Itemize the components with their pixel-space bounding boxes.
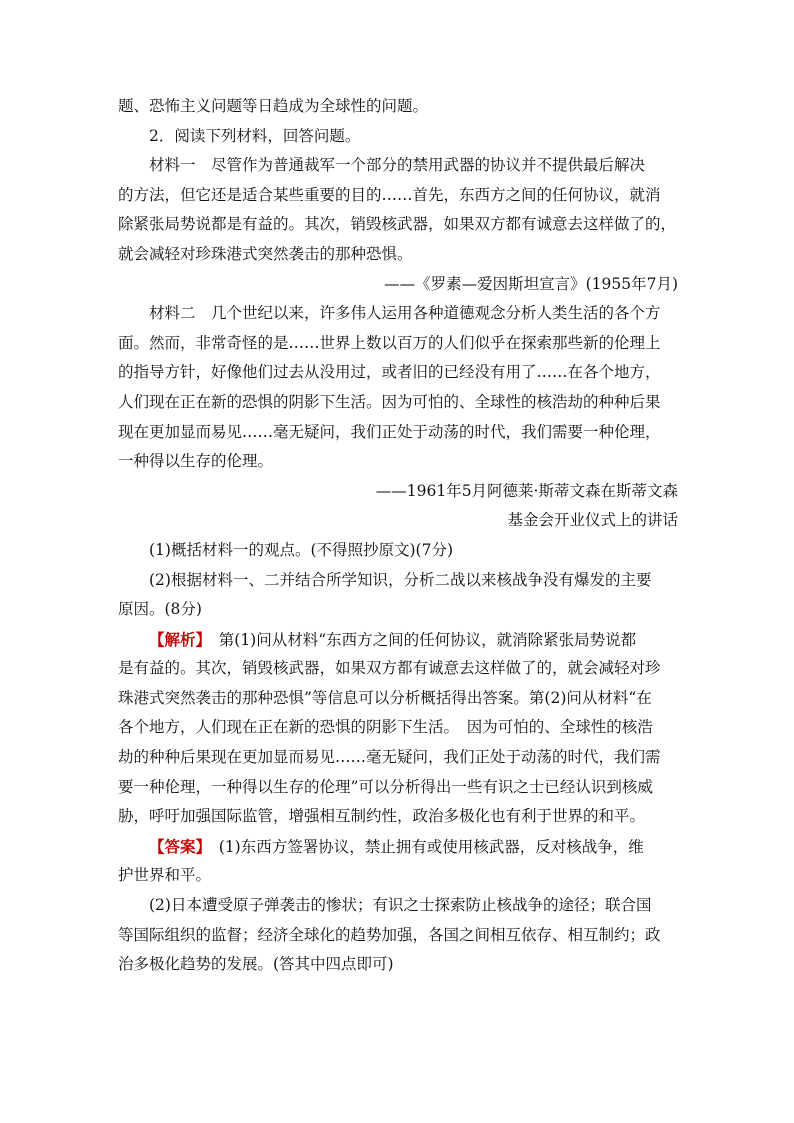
analysis-section (118, 625, 678, 832)
answer-line: 等国际组织的监督；经济全球化的趋势加强，各国之间相互依存、相互制约；政 (118, 925, 661, 944)
material-two-source: ——1961年5月阿德莱·斯蒂文森在斯蒂文森 (375, 481, 678, 500)
analysis-line: 胁，呼吁加强国际监管，增强相互制约性，政治多极化也有利于世界的和平。 (118, 807, 646, 826)
sub-question-1: (1)概括材料一的观点。(不得照抄原文)(7分) (149, 540, 454, 559)
material-one-source: ——《罗素—爱因斯坦宣言》(1955年7月) (384, 274, 678, 293)
material-two (118, 299, 678, 477)
answer-line: (2)日本遭受原子弹袭击的惨状；有识之士探索防止核战争的途径；联合国 (149, 896, 652, 915)
material-one (118, 151, 678, 269)
material-two-line: 面。然而，非常奇怪的是……世界上数以百万的人们似乎在探索那些新的伦理上 (118, 333, 661, 352)
answer-first-line (118, 832, 678, 862)
analysis-line: 各个地方，人们现在正在新的恐惧的阴影下生活。 因为可怕的、全球性的核浩 (118, 718, 653, 737)
document-page (118, 92, 678, 980)
material-two-line: 一种得以生存的伦理。 (118, 452, 274, 471)
sub-question-2: 原因。(8分) (118, 600, 202, 619)
analysis-line: 珠港式突然袭击的那种恐惧”等信息可以分析概括得出答案。第(2)问从材料“在 (118, 688, 652, 707)
question-title: 2．阅读下列材料，回答问题。 (149, 126, 361, 145)
answer-text: (1)东西方签署协议，禁止拥有或使用核武器，反对核战争，维 (203, 837, 644, 856)
material-one-line: 材料一 尽管作为普通裁军一个部分的禁用武器的协议并不提供最后解决 (149, 156, 646, 175)
analysis-line: 是有益的。其次，销毁核武器，如果双方都有诚意去这样做了的，就会减轻对珍 (118, 659, 661, 678)
material-one-line: 除紧张局势说都是有益的。其次，销毁核武器，如果双方都有诚意去这样做了的， (118, 215, 677, 234)
material-one-line: 就会减轻对珍珠港式突然袭击的那种恐惧。 (118, 244, 413, 263)
material-two-line: 现在更加显而易见……毫无疑问，我们正处于动荡的时代，我们需要一种伦理， (118, 422, 661, 441)
analysis-line: 劫的种种后果现在更加显而易见……毫无疑问，我们正处于动荡的时代，我们需 (118, 748, 661, 767)
material-two-line: 的指导方针，好像他们过去从没用过，或者旧的已经没有用了……在各个地方， (118, 363, 661, 382)
analysis-line: 要一种伦理，一种得以生存的伦理”可以分析得出一些有识之士已经认识到核威 (118, 777, 653, 796)
material-two-line: 人们现在正在新的恐惧的阴影下生活。因为可怕的、全球性的核浩劫的种种后果 (118, 392, 661, 411)
analysis-first-line (118, 625, 678, 655)
material-two-line: 材料二 几个世纪以来，许多伟人运用各种道德观念分析人类生活的各个方 (149, 304, 661, 323)
answer-section (118, 832, 678, 980)
answer-line: 护世界和平。 (118, 866, 212, 885)
sub-question-2: (2)根据材料一、二并结合所学知识，分析二战以来核战争没有爆发的主要 (149, 570, 652, 589)
answer-line: 治多极化趋势的发展。(答其中四点即可) (118, 955, 394, 974)
intro-line: 题、恐怖主义问题等日趋成为全球性的问题。 (118, 97, 429, 115)
answer-tag: 【答案】 (149, 836, 204, 856)
material-two-source: 基金会开业仪式上的讲话 (507, 511, 678, 530)
material-one-line: 的方法，但它还是适合某些重要的目的……首先，东西方之间的任何协议，就消 (118, 185, 661, 204)
analysis-text: 第(1)问从材料“东西方之间的任何协议，就消除紧张局势说都 (203, 630, 637, 649)
analysis-tag: 【解析】 (149, 629, 204, 649)
